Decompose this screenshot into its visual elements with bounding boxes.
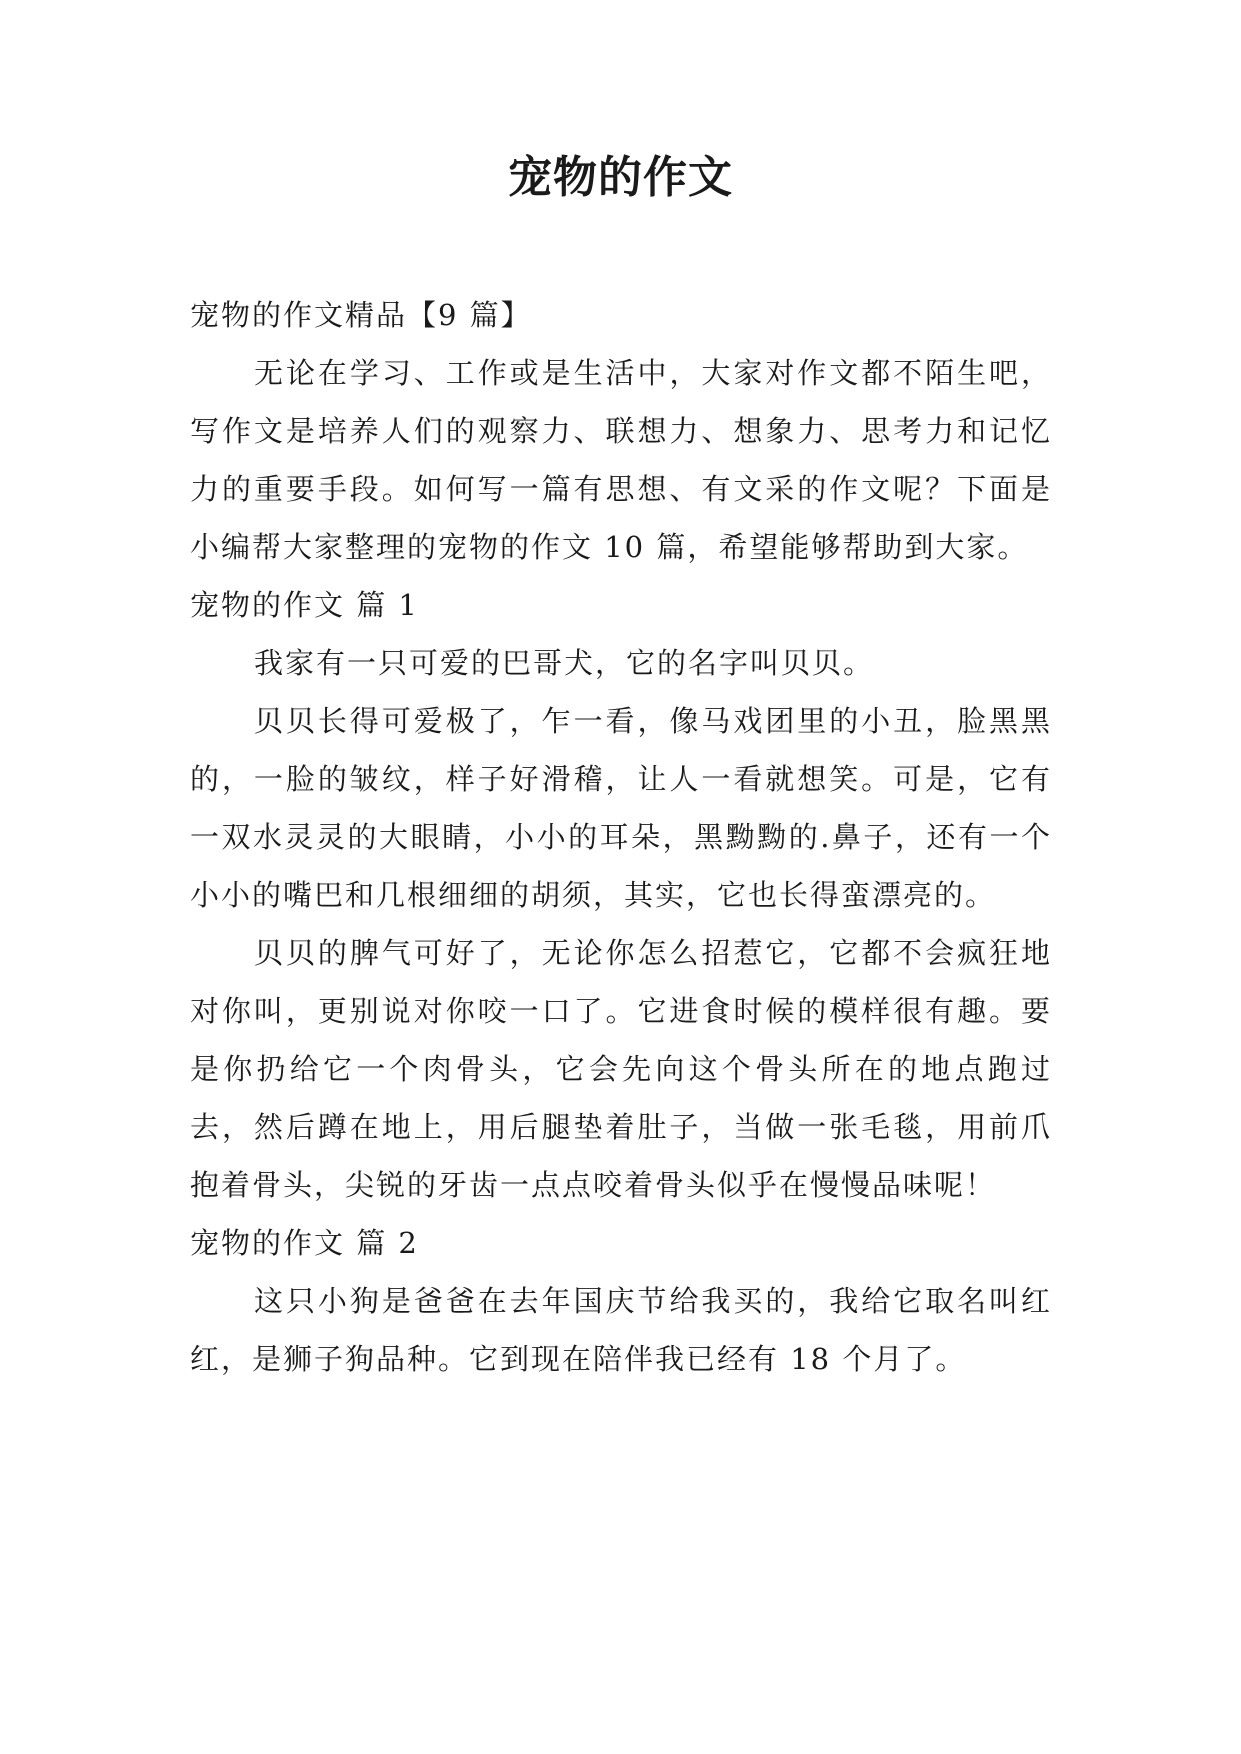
intro-paragraph: 无论在学习、工作或是生活中，大家对作文都不陌生吧，写作文是培养人们的观察力、联想力、想象力、思考力和记忆力的重要手段。如何写一篇有思想、有文采的作文呢？下面是小编帮大家整理的宠物的作文 10 篇，希望能够帮助到大家。: [190, 356, 1052, 564]
document-body: [190, 286, 1052, 1388]
document-title: 宠物的作文: [508, 152, 733, 203]
body-paragraph: 我家有一只可爱的巴哥犬，它的名字叫贝贝。: [254, 646, 875, 680]
body-paragraph: 这只小狗是爸爸在去年国庆节给我买的，我给它取名叫红红，是狮子狗品种。它到现在陪伴我已经有 18 个月了。: [190, 1284, 1052, 1376]
body-paragraph: 贝贝长得可爱极了，乍一看，像马戏团里的小丑，脸黑黑的，一脸的皱纹，样子好滑稽，让人一看就想笑。可是，它有一双水灵灵的大眼睛，小小的耳朵，黑黝黝的.鼻子，还有一个小小的嘴巴和几根细细的胡须，其实，它也长得蛮漂亮的。: [190, 704, 1052, 912]
section-heading: 宠物的作文 篇 1: [190, 588, 419, 622]
body-paragraph: 贝贝的脾气可好了，无论你怎么招惹它，它都不会疯狂地对你叫，更别说对你咬一口了。它进食时候的模样很有趣。要是你扔给它一个肉骨头，它会先向这个骨头所在的地点跑过去，然后蹲在地上，用后腿垫着肚子，当做一张毛毯，用前爪抱着骨头，尖锐的牙齿一点点咬着骨头似乎在慢慢品味呢！: [190, 936, 1052, 1202]
document-subtitle: 宠物的作文精品【9 篇】: [190, 298, 532, 332]
section-heading: 宠物的作文 篇 2: [190, 1226, 419, 1260]
